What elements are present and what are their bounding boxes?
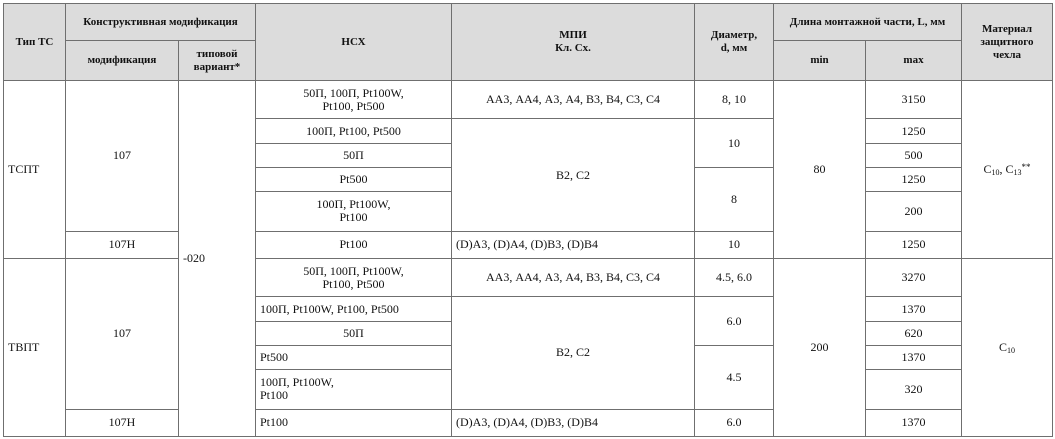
header-variant: типовой вариант* [179,41,256,81]
modification-cell: 107Н [66,409,179,436]
diameter-cell: 6.0 [695,297,774,346]
material-sub: 10 [991,167,1000,177]
nsh-cell [256,370,452,409]
nsh-cell: 50П [256,143,452,167]
mpi-cell: АА3, АА4, А3, А4, В3, В4, С3, С4 [452,258,695,296]
max-cell: 1250 [866,167,962,191]
max-cell: 1370 [866,345,962,369]
nsh-cell [256,192,452,231]
nsh-cell: Pt500 [256,345,452,369]
nsh-line: 50П, 100П, Pt100W, [303,263,404,278]
type-cell: ТСПТ [4,81,66,259]
nsh-line: Pt100, Pt500 [322,98,385,113]
material-cell [962,81,1053,259]
spec-table [3,3,1053,437]
table-row [4,231,1053,258]
max-cell: 1250 [866,119,962,143]
max-cell: 1370 [866,297,962,321]
nsh-line: 100П, Pt100W, [316,197,391,212]
max-cell: 1250 [866,231,962,258]
header-min: min [774,41,866,81]
nsh-line: Pt100, Pt500 [322,276,385,291]
header-max: max [866,41,962,81]
diameter-cell: 8 [695,167,774,231]
mpi-cell: В2, С2 [452,297,695,409]
nsh-cell: Pt100 [256,409,452,436]
table-row [4,258,1053,296]
header-mpi [452,4,695,81]
modification-cell: 107 [66,81,179,232]
header-material: Материал защитного чехла [962,4,1053,81]
nsh-cell [256,258,452,296]
min-cell: 200 [774,258,866,436]
header-diameter [695,4,774,81]
material-sub: 13 [1013,167,1022,177]
header-length: Длина монтажной части, L, мм [774,4,962,41]
header-modification: модификация [66,41,179,81]
material-base: C [983,161,992,176]
nsh-line: Pt100 [260,388,289,403]
variant-cell: -020 [179,81,256,437]
modification-cell: 107 [66,258,179,409]
material-sep: , C [999,161,1014,176]
mpi-cell: В2, С2 [452,119,695,231]
nsh-cell: 100П, Pt100, Pt500 [256,119,452,143]
nsh-cell: 100П, Pt100W, Pt100, Pt500 [256,297,452,321]
max-cell: 3270 [866,258,962,296]
diameter-cell: 6.0 [695,409,774,436]
header-design: Конструктивная модификация [66,4,256,41]
nsh-cell: Pt500 [256,167,452,191]
header-diameter-line2: d, мм [720,42,748,54]
diameter-cell: 8, 10 [695,81,774,119]
diameter-cell: 4.5 [695,345,774,409]
mpi-cell: (D)A3, (D)A4, (D)B3, (D)B4 [452,409,695,436]
material-footnote: ** [1021,161,1031,172]
nsh-cell: 50П [256,321,452,345]
material-sub: 10 [1007,345,1016,355]
header-mpi-line1: МПИ [559,29,587,41]
max-cell: 320 [866,370,962,409]
table-row [4,81,1053,119]
nsh-cell [256,81,452,119]
header-diameter-line1: Диаметр, [710,29,758,41]
mpi-cell: (D)A3, (D)A4, (D)B3, (D)B4 [452,231,695,258]
min-cell: 80 [774,81,866,259]
mpi-cell: АА3, АА4, А3, А4, В3, В4, С3, С4 [452,81,695,119]
diameter-cell: 4.5, 6.0 [695,258,774,296]
type-cell: ТВПТ [4,258,66,436]
max-cell: 1370 [866,409,962,436]
max-cell: 500 [866,143,962,167]
nsh-line: 50П, 100П, Pt100W, [303,85,404,100]
nsh-line: 100П, Pt100W, [260,375,334,390]
max-cell: 620 [866,321,962,345]
header-type: Тип ТС [4,4,66,81]
diameter-cell: 10 [695,119,774,168]
material-cell [962,258,1053,436]
max-cell: 3150 [866,81,962,119]
nsh-cell: Pt100 [256,231,452,258]
modification-cell: 107Н [66,231,179,258]
table-row [4,409,1053,436]
nsh-line: Pt100 [339,210,368,225]
material-base: C [999,339,1008,354]
diameter-cell: 10 [695,231,774,258]
max-cell: 200 [866,192,962,231]
header-nsh: НСХ [256,4,452,81]
header-mpi-line2: Кл. Сх. [555,42,591,54]
